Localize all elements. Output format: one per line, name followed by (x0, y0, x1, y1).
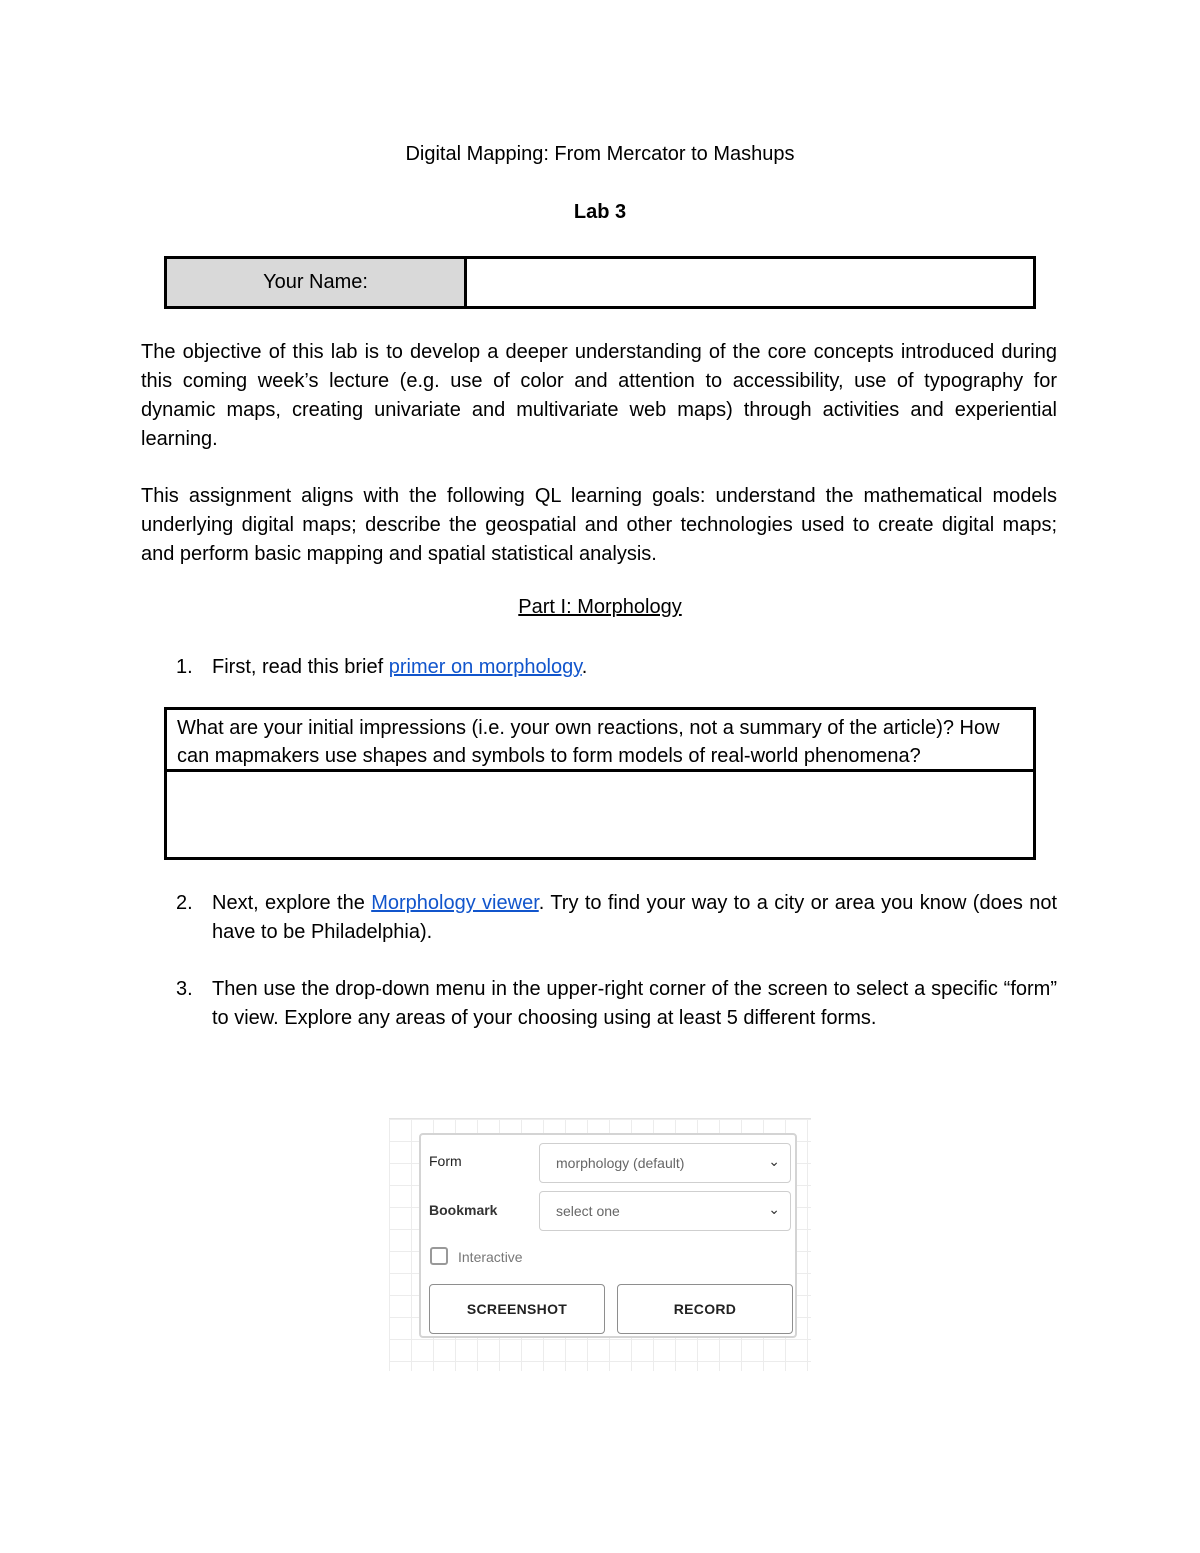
list-item (176, 889, 1057, 947)
screenshot-button[interactable]: SCREENSHOT (429, 1284, 605, 1334)
list-text-after: . (581, 656, 588, 678)
part1-heading: Part I: Morphology (518, 596, 682, 618)
bookmark-select-value: select one (556, 1203, 620, 1219)
list-text (212, 889, 1057, 947)
question-table (164, 707, 1036, 860)
embedded-screenshot (389, 1118, 811, 1371)
goals-paragraph: This assignment aligns with the following QL learning goals: understand the mathematical models underlying digital maps; describe the geospatial and other technologies used to create digital maps; and perform basic mapping and spatial statistical analysis. (141, 485, 1057, 565)
interactive-checkbox[interactable] (430, 1247, 448, 1265)
primer-link[interactable]: primer on morphology (388, 656, 582, 678)
form-select[interactable] (539, 1143, 791, 1183)
list-item (176, 975, 1057, 1033)
document-title: Digital Mapping: From Mercator to Mashups (405, 143, 795, 165)
list-number: 1. (176, 656, 193, 678)
name-table (164, 256, 1036, 309)
list-text-after: . Try to find your way to a city or area you know (does not have to be Philadelphia). (212, 892, 1058, 943)
list-text-before: First, read this brief (212, 656, 389, 678)
morphology-viewer-link[interactable]: Morphology viewer (371, 892, 539, 914)
objective-paragraph: The objective of this lab is to develop a deeper understanding of the core concepts introduced during this coming week’s lecture (e.g. use of color and attention to accessibility, use of typography for dynamic maps, creating univariate and multivariate web maps) through activities and experiential learning. (141, 341, 1057, 450)
record-button[interactable]: RECORD (617, 1284, 793, 1334)
list-item (176, 653, 1057, 682)
bookmark-select[interactable] (539, 1191, 791, 1231)
bookmark-label: Bookmark (429, 1202, 498, 1218)
list-text (212, 653, 1057, 682)
list-number: 2. (176, 892, 193, 914)
chevron-down-icon: ⌄ (768, 1201, 780, 1217)
interactive-label: Interactive (458, 1249, 523, 1265)
list-number: 3. (176, 978, 193, 1000)
name-input-cell[interactable] (467, 259, 1033, 306)
name-label: Your Name: (167, 259, 467, 306)
form-select-value: morphology (default) (556, 1155, 685, 1171)
chevron-down-icon: ⌄ (768, 1153, 780, 1169)
list-text-before: Next, explore the (212, 892, 372, 914)
question-text: What are your initial impressions (i.e. your own reactions, not a summary of the article)? How can mapmakers use shapes and symbols to form models of real-world phenomena? (167, 710, 1033, 772)
lab-number: Lab 3 (573, 201, 627, 223)
control-panel (419, 1133, 797, 1338)
answer-cell[interactable] (167, 772, 1033, 857)
list-text: Then use the drop-down menu in the upper-right corner of the screen to select a specific “form” to view. Explore any areas of your choosing using at least 5 different forms. (212, 978, 1057, 1029)
form-label: Form (429, 1153, 462, 1169)
